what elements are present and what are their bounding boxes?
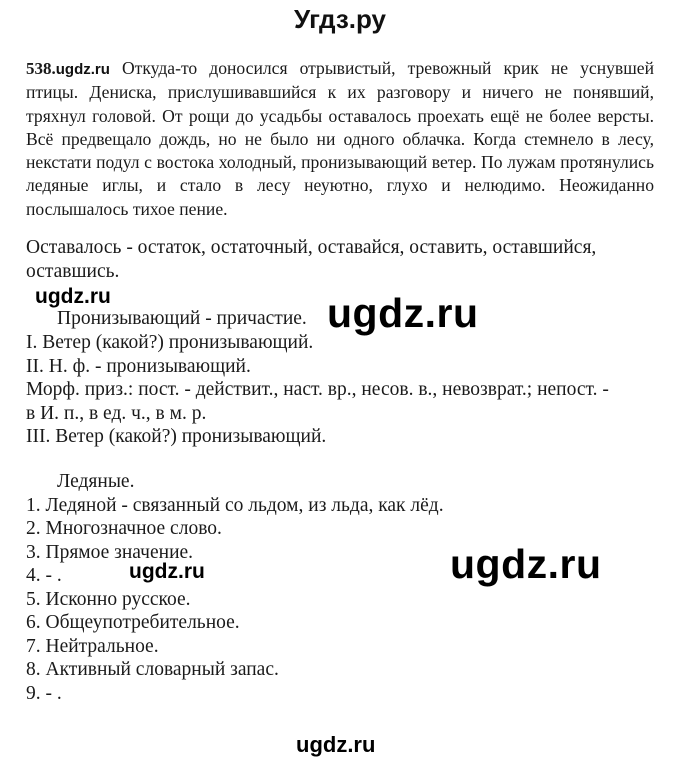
participle-heading: Пронизывающий - причастие. bbox=[57, 308, 307, 329]
task-sentences: Откуда-то доносился отрывистый, тревожный крик не уснувшей птицы. Дениска, прислушивавшийся к их разговору и ничего не понявший, тряхнул головой. От рощи до усадьбы оставалось проехать ещё не более версты. Всё предвещало дождь, но не было ни одного облачка. Когда стемнело в лесу, некстати подул с востока холодный, пронизывающий ветер. По лужам протянулись ледяные иглы, и стало в лесу неуютно, глухо и нелюдимо. Неожиданно послышалось тихое пение. bbox=[26, 58, 654, 219]
task-number: 538. bbox=[26, 59, 56, 78]
watermark-bottom: ugdz.ru bbox=[296, 732, 376, 757]
watermark-large-right: ugdz.ru bbox=[450, 541, 602, 587]
cognates-line-2: оставшись. bbox=[26, 261, 120, 282]
site-title: Угдз.ру bbox=[294, 4, 386, 34]
lexical-item: 6. Общеупотребительное. bbox=[26, 612, 240, 633]
lexical-item: 2. Многозначное слово. bbox=[26, 518, 222, 539]
participle-line: I. Ветер (какой?) пронизывающий. bbox=[26, 332, 314, 353]
lexical-item: 3. Прямое значение. bbox=[26, 542, 194, 563]
cognates-line-1: Оставалось - остаток, остаточный, оставайся, оставить, оставшийся, bbox=[26, 237, 597, 258]
lexical-heading: Ледяные. bbox=[57, 471, 135, 492]
task-text-block bbox=[26, 57, 654, 221]
lexical-item: 9. - . bbox=[26, 683, 62, 704]
watermark-large-center: ugdz.ru bbox=[327, 290, 479, 336]
watermark-small-left: ugdz.ru bbox=[35, 285, 111, 308]
participle-line: III. Ветер (какой?) пронизывающий. bbox=[26, 426, 327, 447]
inline-watermark: ugdz.ru bbox=[55, 61, 110, 78]
lexical-item: 8. Активный словарный запас. bbox=[26, 659, 279, 680]
lexical-item: 1. Ледяной - связанный со льдом, из льда, как лёд. bbox=[26, 495, 444, 516]
lexical-item: 5. Исконно русское. bbox=[26, 589, 191, 610]
participle-line: в И. п., в ед. ч., в м. р. bbox=[26, 403, 207, 424]
participle-line: Морф. приз.: пост. - действит., наст. вр., несов. в., невозврат.; непост. - bbox=[26, 379, 609, 400]
lexical-item: 7. Нейтральное. bbox=[26, 636, 159, 657]
watermark-small-mid: ugdz.ru bbox=[129, 560, 205, 583]
participle-line: II. Н. ф. - пронизывающий. bbox=[26, 356, 251, 377]
lexical-item: 4. - . bbox=[26, 565, 62, 586]
